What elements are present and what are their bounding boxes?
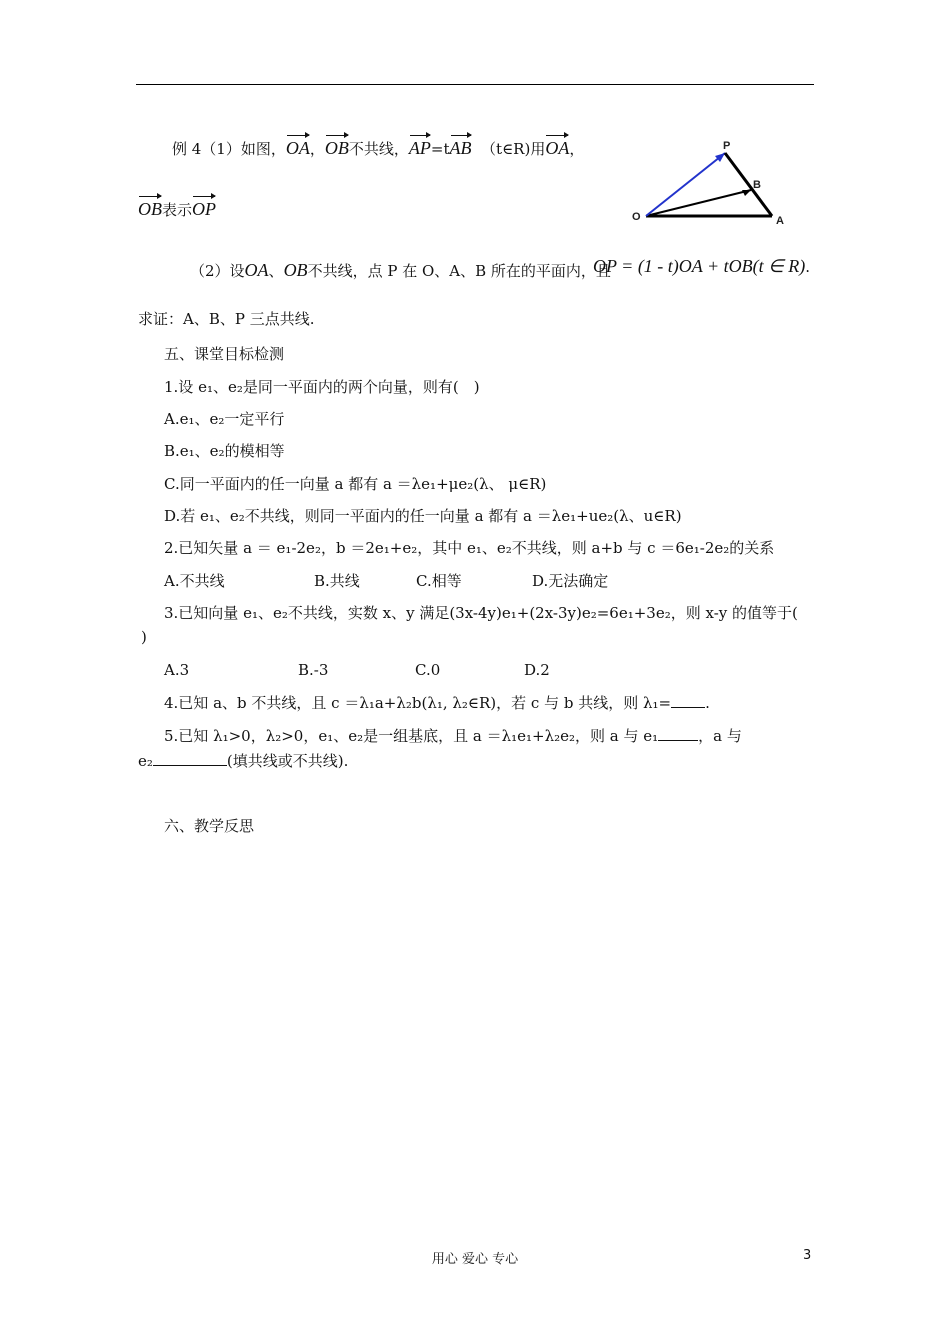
- q4-end: .: [705, 694, 710, 712]
- comma-2: ，: [569, 140, 585, 158]
- part2-middle: 不共线，点 P 在 O、A、B 所在的平面内，且: [307, 262, 611, 280]
- vector-ob-2: OB: [138, 195, 162, 219]
- question-3-line1: 3.已知向量 e₁、e₂不共线，实数 x、y 满足(3x-4y)e₁+(2x-3y)e₂=6e₁+3e₂，则 x-y 的值等于(: [164, 604, 798, 622]
- formula-text: OP = (1 - t)OA + tOB(t ∈ R): [593, 256, 806, 276]
- separator: 、: [268, 262, 284, 280]
- formula-op: [593, 256, 810, 277]
- label-p: P: [723, 140, 731, 152]
- q3-option-a: A.3: [164, 661, 190, 679]
- q3-option-d: D.2: [524, 661, 550, 679]
- express-text: 表示: [162, 201, 193, 219]
- q3-option-b: B.-3: [298, 661, 329, 679]
- q2-option-a: A.不共线: [164, 572, 225, 590]
- question-5-line1: [164, 726, 742, 746]
- question-3-line2: ): [141, 628, 147, 646]
- q5-answer-blank-1[interactable]: [658, 726, 698, 741]
- question-2: 2.已知矢量 a ＝ e₁-2e₂，b ＝2e₁+e₂，其中 e₁、e₂不共线，则 a+b 与 c ＝6e₁-2e₂的关系: [164, 539, 775, 557]
- q2-option-c: C.相等: [416, 572, 462, 590]
- q1-option-c: C.同一平面内的任一向量 a 都有 a ＝λe₁+μe₂(λ、 μ∈R): [164, 475, 547, 493]
- q5-mid: ，a 与: [698, 727, 742, 745]
- example4-line2: [138, 195, 216, 220]
- vector-op: OP: [192, 195, 216, 219]
- not-collinear-text: 不共线，: [348, 140, 409, 158]
- page-footer: 用心 爱心 专心: [431, 1252, 519, 1267]
- arrowhead-ob: [742, 190, 751, 196]
- example4-prefix: 例 4（1）如图，: [172, 140, 286, 158]
- part2-prefix: （2）设: [190, 262, 245, 280]
- vector-ap: AP: [409, 134, 431, 158]
- vector-ob: OB: [325, 134, 349, 158]
- q4-text: 4.已知 a、b 不共线，且 c ＝λ₁a+λ₂b(λ₁, λ₂∈R)，若 c 与 b 共线，则 λ₁=: [164, 694, 672, 712]
- formula-period: .: [805, 258, 811, 276]
- question-5-line2: [138, 751, 348, 771]
- label-a: A: [776, 215, 784, 227]
- header-rule: [136, 84, 814, 85]
- page-number: 3: [803, 1248, 812, 1263]
- vector-oa: OA: [286, 134, 310, 158]
- label-b: B: [753, 179, 761, 191]
- example4-part2: [190, 260, 611, 281]
- q5-line2-start: e₂: [138, 752, 153, 770]
- q1-option-a: A.e₁、e₂一定平行: [164, 410, 285, 428]
- q4-answer-blank[interactable]: [671, 693, 705, 708]
- prove-statement: 求证：A、B、P 三点共线.: [138, 310, 315, 328]
- t-in-r-text: （t∈R)用: [481, 140, 546, 158]
- oa-text: OA: [244, 260, 269, 280]
- q5-answer-blank-2[interactable]: [153, 751, 227, 766]
- comma: ，: [309, 140, 325, 158]
- segment-pa: [725, 153, 772, 216]
- question-1: 1.设 e₁、e₂是同一平面内的两个向量，则有( ): [164, 378, 480, 396]
- example4-line1: [172, 134, 584, 159]
- q1-option-d: D.若 e₁、e₂不共线，则同一平面内的任一向量 a 都有 a ＝λe₁+ue₂(λ、u∈R): [164, 507, 682, 525]
- vector-oa-2: OA: [545, 134, 569, 158]
- section5-heading: 五、课堂目标检测: [164, 345, 285, 363]
- equals-t: =t: [430, 140, 450, 158]
- vector-figure: [625, 136, 795, 232]
- section6-heading: 六、教学反思: [164, 817, 255, 835]
- q5-line2-end: (填共线或不共线).: [226, 752, 349, 770]
- q5-text: 5.已知 λ₁>0，λ₂>0，e₁、e₂是一组基底，且 a ＝λ₁e₁+λ₂e₂，则 a 与 e₁: [164, 727, 659, 745]
- q1-option-b: B.e₁、e₂的模相等: [164, 442, 285, 460]
- q2-option-b: B.共线: [314, 572, 360, 590]
- vector-ab: AB: [450, 134, 472, 158]
- q3-option-c: C.0: [415, 661, 441, 679]
- question-4: [164, 693, 710, 713]
- label-o: O: [632, 211, 641, 223]
- q2-option-d: D.无法确定: [532, 572, 609, 590]
- ob-text: OB: [283, 260, 308, 280]
